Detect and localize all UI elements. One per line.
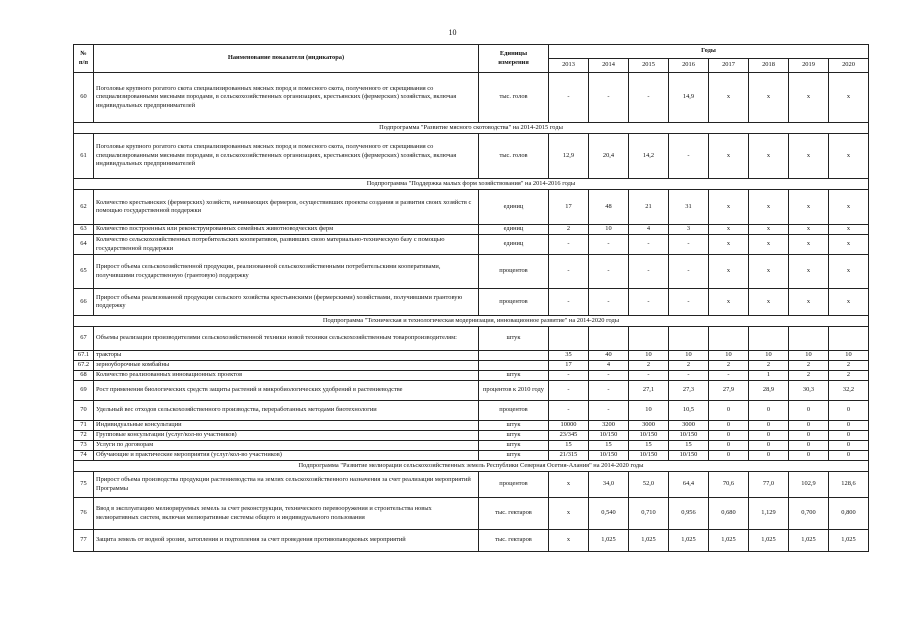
table-row xyxy=(74,530,869,552)
year-value: х xyxy=(549,530,589,552)
year-value: 12,9 xyxy=(549,134,589,179)
year-value: 21 xyxy=(629,190,669,225)
year-value: 10/150 xyxy=(669,431,709,441)
year-value: х xyxy=(709,190,749,225)
year-value: 0 xyxy=(749,421,789,431)
year-value: 48 xyxy=(589,190,629,225)
year-value: - xyxy=(549,255,589,289)
year-value: 10/150 xyxy=(629,451,669,461)
year-value: 0 xyxy=(829,431,869,441)
row-number: 75 xyxy=(74,472,94,498)
year-value: 10 xyxy=(669,351,709,361)
year-value: 10 xyxy=(749,351,789,361)
year-value: 2 xyxy=(749,361,789,371)
year-value: 0 xyxy=(749,401,789,421)
row-number: 72 xyxy=(74,431,94,441)
page-number: 10 xyxy=(448,28,457,37)
row-number: 63 xyxy=(74,225,94,235)
year-value: 4 xyxy=(589,361,629,371)
year-value: - xyxy=(669,371,709,381)
year-value: х xyxy=(829,255,869,289)
year-value: х xyxy=(789,73,829,123)
unit-cell: единиц xyxy=(479,235,549,255)
row-number: 77 xyxy=(74,530,94,552)
year-value: 35 xyxy=(549,351,589,361)
year-value: 10/150 xyxy=(589,431,629,441)
subprogram-row xyxy=(74,316,869,327)
indicator-name: Удельный вес отходов сельскохозяйственного производства, переработанных методами биотехнологии xyxy=(94,401,479,421)
year-value: 30,3 xyxy=(789,381,829,401)
year-value: 0 xyxy=(709,421,749,431)
year-value: 0,710 xyxy=(629,498,669,530)
year-value: - xyxy=(549,289,589,316)
year-value: 10/150 xyxy=(629,431,669,441)
unit-cell xyxy=(479,351,549,361)
year-value: - xyxy=(629,371,669,381)
subprogram-row xyxy=(74,179,869,190)
year-value: 3000 xyxy=(629,421,669,431)
header-year: 2013 xyxy=(549,59,589,73)
indicator-name: Рост применения биологических средств защиты растений и микробиологических удобрений в растениеводстве xyxy=(94,381,479,401)
year-value: 0,700 xyxy=(789,498,829,530)
row-number: 66 xyxy=(74,289,94,316)
year-value: 1,129 xyxy=(749,498,789,530)
indicator-name: Ввод в эксплуатацию мелиорируемых земель за счет реконструкции, технического перевооружения и строительства новых мелиоративных систем, включая мелиоративные системы общего и индивидуального пользования xyxy=(94,498,479,530)
year-value: 40 xyxy=(589,351,629,361)
year-value: 1 xyxy=(749,371,789,381)
year-value: 0 xyxy=(829,421,869,431)
unit-cell: штук xyxy=(479,441,549,451)
year-value: 0 xyxy=(789,401,829,421)
year-value: 15 xyxy=(629,441,669,451)
year-value: 2 xyxy=(629,361,669,371)
year-value: 28,9 xyxy=(749,381,789,401)
year-value: х xyxy=(789,255,829,289)
year-value: 1,025 xyxy=(829,530,869,552)
year-value: 128,6 xyxy=(829,472,869,498)
year-value xyxy=(709,327,749,351)
header-name: Наименование показателя (индикатора) xyxy=(94,45,479,73)
year-value: х xyxy=(549,472,589,498)
year-value: х xyxy=(749,190,789,225)
table-row xyxy=(74,371,869,381)
year-value: 27,9 xyxy=(709,381,749,401)
year-value: - xyxy=(629,255,669,289)
table-row xyxy=(74,190,869,225)
header-num: № п/п xyxy=(74,45,94,73)
table-row xyxy=(74,451,869,461)
year-value: 3 xyxy=(669,225,709,235)
year-value: 0 xyxy=(789,441,829,451)
row-number: 64 xyxy=(74,235,94,255)
year-value: 0,956 xyxy=(669,498,709,530)
year-value: 10 xyxy=(789,351,829,361)
year-value: 1,025 xyxy=(709,530,749,552)
unit-cell: процентов xyxy=(479,401,549,421)
year-value: 70,6 xyxy=(709,472,749,498)
year-value: 0 xyxy=(829,401,869,421)
year-value: - xyxy=(709,371,749,381)
year-value: - xyxy=(589,371,629,381)
year-value: 1,025 xyxy=(589,530,629,552)
year-value: 31 xyxy=(669,190,709,225)
indicator-name: Услуги по договорам xyxy=(94,441,479,451)
row-number: 67 xyxy=(74,327,94,351)
table-row xyxy=(74,255,869,289)
indicator-name: Количество крестьянских (фермерских) хозяйств, начинающих фермеров, осуществивших проекты создания и развития своих хозяйств с помощью государственной поддержки xyxy=(94,190,479,225)
year-value: 27,3 xyxy=(669,381,709,401)
year-value: - xyxy=(669,255,709,289)
unit-cell xyxy=(479,361,549,371)
unit-cell: штук xyxy=(479,371,549,381)
indicator-name: Обучающие и практические мероприятия (услуг/кол-во участников) xyxy=(94,451,479,461)
indicator-name: Индивидуальные консультации xyxy=(94,421,479,431)
year-value: 27,1 xyxy=(629,381,669,401)
year-value: х xyxy=(789,190,829,225)
year-value: 10,5 xyxy=(669,401,709,421)
indicators-table xyxy=(73,44,869,552)
year-value: 4 xyxy=(629,225,669,235)
table-row xyxy=(74,472,869,498)
year-value: х xyxy=(749,255,789,289)
year-value: 2 xyxy=(829,361,869,371)
year-value: х xyxy=(749,235,789,255)
year-value: х xyxy=(709,225,749,235)
table-body xyxy=(74,73,869,552)
year-value: 17 xyxy=(549,190,589,225)
year-value: - xyxy=(669,235,709,255)
row-number: 60 xyxy=(74,73,94,123)
year-value: 14,9 xyxy=(669,73,709,123)
table-row xyxy=(74,351,869,361)
year-value: 1,025 xyxy=(749,530,789,552)
year-value: 0,800 xyxy=(829,498,869,530)
year-value xyxy=(629,327,669,351)
indicator-name: Количество построенных или реконструированных семейных животноводческих ферм xyxy=(94,225,479,235)
year-value: х xyxy=(709,134,749,179)
year-value: 0 xyxy=(789,431,829,441)
subprogram-row xyxy=(74,461,869,472)
year-value: 0 xyxy=(789,451,829,461)
year-value: х xyxy=(749,225,789,235)
year-value: х xyxy=(829,73,869,123)
year-value: 10000 xyxy=(549,421,589,431)
year-value: 1,025 xyxy=(789,530,829,552)
indicator-name: тракторы xyxy=(94,351,479,361)
year-value: 15 xyxy=(589,441,629,451)
subprogram-row xyxy=(74,123,869,134)
year-value: 3200 xyxy=(589,421,629,431)
header-year: 2019 xyxy=(789,59,829,73)
indicator-name: Защита земель от водной эрозии, затопления и подтопления за счет проведения противопаводковых мероприятий xyxy=(94,530,479,552)
year-value: 10/150 xyxy=(589,451,629,461)
year-value: х xyxy=(549,498,589,530)
year-value: х xyxy=(829,134,869,179)
header-year: 2014 xyxy=(589,59,629,73)
row-number: 62 xyxy=(74,190,94,225)
year-value: - xyxy=(589,255,629,289)
indicator-name: Объемы реализации производителями сельскохозяйственной техники новой техники сельскохозяйственным товаропроизводителям: xyxy=(94,327,479,351)
header-unit: Единицы измерения xyxy=(479,45,549,73)
year-value: 0 xyxy=(709,441,749,451)
year-value: 10/150 xyxy=(669,451,709,461)
year-value: - xyxy=(589,73,629,123)
indicator-name: Количество сельскохозяйственных потребительских кооперативов, развивших свою материально-техническую базу с помощью государственной поддержки xyxy=(94,235,479,255)
table-row xyxy=(74,381,869,401)
year-value: 0 xyxy=(829,451,869,461)
year-value: - xyxy=(629,73,669,123)
subprogram-title: Подпрограмма "Техническая и технологическая модернизация, инновационное развитие" на 2014-2020 годы xyxy=(74,316,869,327)
table-row xyxy=(74,401,869,421)
year-value: 2 xyxy=(709,361,749,371)
year-value: 14,2 xyxy=(629,134,669,179)
year-value: 1,025 xyxy=(669,530,709,552)
year-value: 32,2 xyxy=(829,381,869,401)
unit-cell: штук xyxy=(479,431,549,441)
subprogram-title: Подпрограмма "Развитие мелиорации сельскохозяйственных земель Республики Северная Осетия-Алания" на 2014-2020 годы xyxy=(74,461,869,472)
subprogram-title: Подпрограмма "Развитие мясного скотоводства" на 2014-2015 годы xyxy=(74,123,869,134)
year-value: х xyxy=(749,134,789,179)
year-value: 15 xyxy=(669,441,709,451)
table-row xyxy=(74,431,869,441)
year-value: - xyxy=(669,134,709,179)
row-number: 70 xyxy=(74,401,94,421)
header-year: 2020 xyxy=(829,59,869,73)
unit-cell: штук xyxy=(479,451,549,461)
unit-cell: штук xyxy=(479,327,549,351)
table-row xyxy=(74,289,869,316)
indicator-name: Поголовье крупного рогатого скота специализированных мясных пород и помесного скота, полученного от скрещивания со специализированными мясными породами, в сельскохозяйственных организациях, крестьянских (фермерских) хозяйствах, включая индивидуальных предпринимателей xyxy=(94,73,479,123)
year-value: 2 xyxy=(789,371,829,381)
unit-cell: единиц xyxy=(479,190,549,225)
year-value: 2 xyxy=(789,361,829,371)
row-number: 67.2 xyxy=(74,361,94,371)
header-row xyxy=(74,45,869,59)
unit-cell: процентов к 2010 году xyxy=(479,381,549,401)
row-number: 74 xyxy=(74,451,94,461)
year-value: - xyxy=(589,381,629,401)
header-years-title: Годы xyxy=(549,45,869,59)
header-year: 2015 xyxy=(629,59,669,73)
year-value xyxy=(789,327,829,351)
year-value: х xyxy=(829,235,869,255)
year-value: 21/315 xyxy=(549,451,589,461)
year-value: - xyxy=(669,289,709,316)
table-row xyxy=(74,421,869,431)
year-value: х xyxy=(789,235,829,255)
indicator-name: Поголовье крупного рогатого скота специализированных мясных пород и помесного скота, полученного от скрещивания со специализированными мясными породами, в сельскохозяйственных организациях, крестьянских (фермерских) хозяйствах, включая индивидуальных предпринимателей xyxy=(94,134,479,179)
year-value: х xyxy=(709,289,749,316)
year-value: х xyxy=(789,289,829,316)
year-value: - xyxy=(549,371,589,381)
year-value: 10 xyxy=(629,401,669,421)
table-row xyxy=(74,225,869,235)
year-value: х xyxy=(789,225,829,235)
year-value xyxy=(549,327,589,351)
year-value xyxy=(669,327,709,351)
unit-cell: тыс. гектаров xyxy=(479,530,549,552)
year-value: 77,0 xyxy=(749,472,789,498)
table-row xyxy=(74,498,869,530)
table-row xyxy=(74,327,869,351)
year-value: 10 xyxy=(709,351,749,361)
subprogram-title: Подпрограмма "Поддержка малых форм хозяйствования" на 2014-2016 годы xyxy=(74,179,869,190)
indicator-name: Групповые консультации (услуг/кол-во участников) xyxy=(94,431,479,441)
indicator-name: Прирост объема производства продукции растениеводства на землях сельскохозяйственного назначения за счет реализации мероприятий Программы xyxy=(94,472,479,498)
year-value: х xyxy=(709,255,749,289)
year-value: 102,9 xyxy=(789,472,829,498)
year-value: 34,0 xyxy=(589,472,629,498)
unit-cell: тыс. голов xyxy=(479,134,549,179)
year-value: - xyxy=(589,235,629,255)
year-value xyxy=(829,327,869,351)
year-value: 0,540 xyxy=(589,498,629,530)
table-row xyxy=(74,441,869,451)
row-number: 68 xyxy=(74,371,94,381)
unit-cell: единиц xyxy=(479,225,549,235)
year-value: - xyxy=(549,73,589,123)
year-value: 0 xyxy=(709,451,749,461)
year-value: 1,025 xyxy=(629,530,669,552)
year-value: х xyxy=(709,73,749,123)
year-value: х xyxy=(829,190,869,225)
year-value: 0 xyxy=(749,431,789,441)
year-value: 3000 xyxy=(669,421,709,431)
header-year: 2018 xyxy=(749,59,789,73)
year-value: - xyxy=(589,401,629,421)
year-value: 0 xyxy=(829,441,869,451)
year-value: 10 xyxy=(589,225,629,235)
row-number: 73 xyxy=(74,441,94,451)
indicator-name: зерноуборочные комбайны xyxy=(94,361,479,371)
unit-cell: тыс. гектаров xyxy=(479,498,549,530)
year-value: 15 xyxy=(549,441,589,451)
row-number: 65 xyxy=(74,255,94,289)
year-value: - xyxy=(589,289,629,316)
header-year: 2016 xyxy=(669,59,709,73)
table-row xyxy=(74,361,869,371)
indicator-name: Количество реализованных инновационных проектов xyxy=(94,371,479,381)
year-value: 64,4 xyxy=(669,472,709,498)
table-row xyxy=(74,73,869,123)
unit-cell: процентов xyxy=(479,289,549,316)
header-year: 2017 xyxy=(709,59,749,73)
table-row xyxy=(74,235,869,255)
year-value: х xyxy=(789,134,829,179)
year-value: - xyxy=(549,235,589,255)
year-value: 52,0 xyxy=(629,472,669,498)
row-number: 61 xyxy=(74,134,94,179)
year-value: 10 xyxy=(829,351,869,361)
unit-cell: процентов xyxy=(479,255,549,289)
year-value: х xyxy=(749,289,789,316)
year-value xyxy=(749,327,789,351)
year-value: - xyxy=(629,235,669,255)
year-value: 2 xyxy=(549,225,589,235)
year-value: 0,680 xyxy=(709,498,749,530)
year-value: - xyxy=(549,401,589,421)
year-value: 0 xyxy=(749,441,789,451)
year-value xyxy=(589,327,629,351)
year-value: 2 xyxy=(669,361,709,371)
year-value: - xyxy=(629,289,669,316)
year-value: 17 xyxy=(549,361,589,371)
row-number: 69 xyxy=(74,381,94,401)
table-row xyxy=(74,134,869,179)
year-value: 0 xyxy=(789,421,829,431)
year-value: х xyxy=(829,225,869,235)
year-value: 2 xyxy=(829,371,869,381)
year-value: х xyxy=(709,235,749,255)
row-number: 76 xyxy=(74,498,94,530)
unit-cell: процентов xyxy=(479,472,549,498)
year-value: 0 xyxy=(709,431,749,441)
year-value: х xyxy=(829,289,869,316)
year-value: х xyxy=(749,73,789,123)
year-value: 10 xyxy=(629,351,669,361)
year-value: - xyxy=(549,381,589,401)
unit-cell: штук xyxy=(479,421,549,431)
year-value: 0 xyxy=(749,451,789,461)
indicator-name: Прирост объема реализованной продукции сельского хозяйства крестьянскими (фермерскими) хозяйствами, получившими грантовую поддержку xyxy=(94,289,479,316)
year-value: 23/345 xyxy=(549,431,589,441)
row-number: 67.1 xyxy=(74,351,94,361)
year-value: 0 xyxy=(709,401,749,421)
year-value: 20,4 xyxy=(589,134,629,179)
unit-cell: тыс. голов xyxy=(479,73,549,123)
row-number: 71 xyxy=(74,421,94,431)
indicator-name: Прирост объема сельскохозяйственной продукции, реализованной сельскохозяйственными потребительскими кооперативами, получившими государственную (грантовую) поддержку xyxy=(94,255,479,289)
